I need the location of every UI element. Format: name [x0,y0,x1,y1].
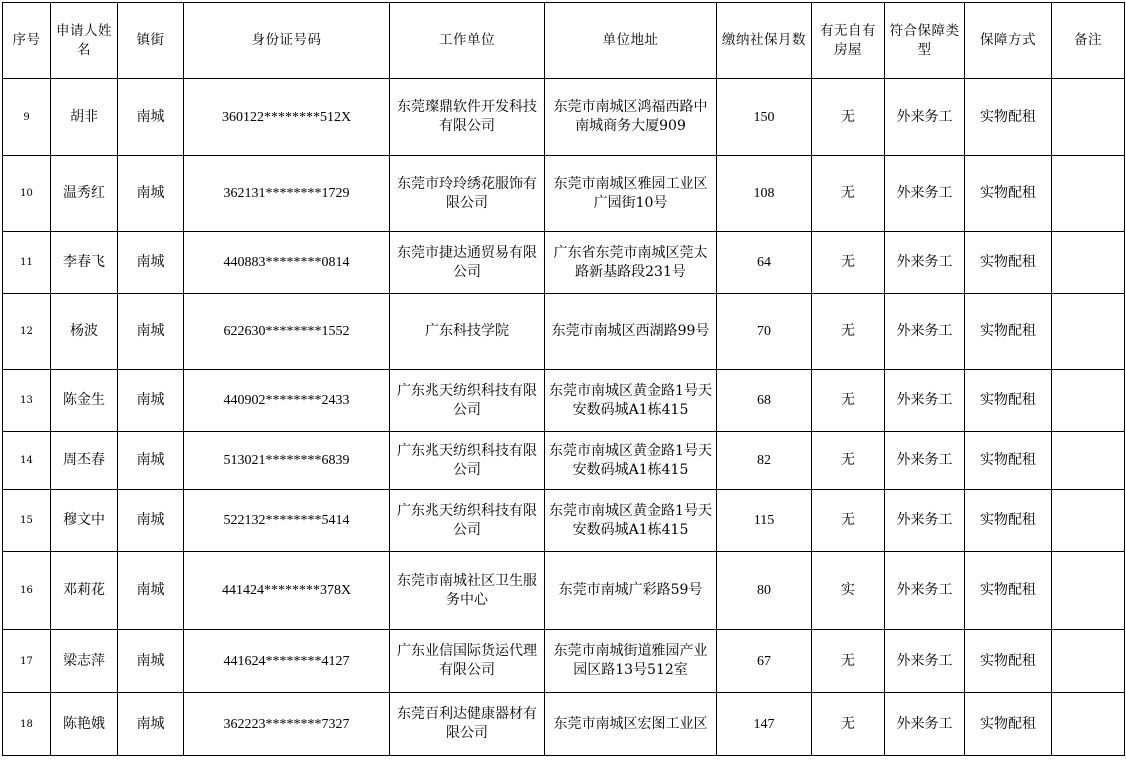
cell-employer: 广东兆天纺织科技有限公司 [390,490,545,552]
cell-method: 实物配租 [965,232,1052,294]
cell-months: 67 [717,630,812,693]
cell-address: 东莞市南城广彩路59号 [545,552,717,630]
cell-id-number: 513021********6839 [184,432,390,490]
table-row [3,156,1125,232]
cell-months: 80 [717,552,812,630]
cell-housing: 无 [812,370,885,432]
cell-address: 东莞市南城区西湖路99号 [545,294,717,370]
cell-months: 150 [717,79,812,156]
cell-type: 外来务工 [885,79,965,156]
cell-address: 东莞市南城街道雅园产业园区路13号512室 [545,630,717,693]
cell-town: 南城 [118,232,184,294]
cell-method: 实物配租 [965,370,1052,432]
cell-index: 10 [3,156,51,232]
cell-id-number: 622630********1552 [184,294,390,370]
cell-name: 陈金生 [51,370,118,432]
cell-housing: 无 [812,490,885,552]
cell-type: 外来务工 [885,693,965,756]
cell-index: 12 [3,294,51,370]
cell-months: 115 [717,490,812,552]
cell-name: 温秀红 [51,156,118,232]
cell-employer: 广东业信国际货运代理有限公司 [390,630,545,693]
cell-address: 东莞市南城区黄金路1号天安数码城A1栋415 [545,370,717,432]
cell-method: 实物配租 [965,294,1052,370]
header-type: 符合保障类型 [885,3,965,79]
cell-employer: 东莞市玲玲绣花服饰有限公司 [390,156,545,232]
cell-remark [1052,156,1125,232]
cell-id-number: 441624********4127 [184,630,390,693]
table-row [3,232,1125,294]
cell-name: 杨波 [51,294,118,370]
cell-months: 70 [717,294,812,370]
header-index: 序号 [3,3,51,79]
cell-index: 11 [3,232,51,294]
cell-name: 周丕春 [51,432,118,490]
header-id-number: 身份证号码 [184,3,390,79]
header-town: 镇街 [118,3,184,79]
cell-index: 14 [3,432,51,490]
table-row [3,693,1125,756]
cell-housing: 无 [812,232,885,294]
cell-months: 64 [717,232,812,294]
cell-index: 15 [3,490,51,552]
cell-remark [1052,79,1125,156]
cell-name: 李春飞 [51,232,118,294]
cell-address: 东莞市南城区黄金路1号天安数码城A1栋415 [545,432,717,490]
cell-id-number: 362131********1729 [184,156,390,232]
cell-town: 南城 [118,432,184,490]
cell-type: 外来务工 [885,156,965,232]
cell-type: 外来务工 [885,432,965,490]
cell-name: 胡非 [51,79,118,156]
header-name: 申请人姓名 [51,3,118,79]
cell-remark [1052,693,1125,756]
cell-remark [1052,232,1125,294]
cell-town: 南城 [118,490,184,552]
header-housing: 有无自有房屋 [812,3,885,79]
cell-remark [1052,294,1125,370]
cell-id-number: 440902********2433 [184,370,390,432]
cell-id-number: 362223********7327 [184,693,390,756]
cell-address: 东莞市南城区黄金路1号天安数码城A1栋415 [545,490,717,552]
cell-employer: 东莞市南城社区卫生服务中心 [390,552,545,630]
table-row [3,370,1125,432]
cell-housing: 无 [812,693,885,756]
table-row [3,490,1125,552]
cell-type: 外来务工 [885,370,965,432]
applicant-table [2,2,1125,756]
cell-months: 108 [717,156,812,232]
cell-type: 外来务工 [885,490,965,552]
cell-method: 实物配租 [965,490,1052,552]
cell-method: 实物配租 [965,432,1052,490]
cell-address: 东莞市南城区鸿福西路中南城商务大厦909 [545,79,717,156]
header-months: 缴纳社保月数 [717,3,812,79]
header-employer: 工作单位 [390,3,545,79]
cell-town: 南城 [118,370,184,432]
cell-id-number: 441424********378X [184,552,390,630]
cell-type: 外来务工 [885,630,965,693]
header-remark: 备注 [1052,3,1125,79]
cell-employer: 广东兆天纺织科技有限公司 [390,370,545,432]
cell-type: 外来务工 [885,552,965,630]
cell-name: 邓莉花 [51,552,118,630]
cell-index: 17 [3,630,51,693]
cell-months: 68 [717,370,812,432]
cell-housing: 实 [812,552,885,630]
cell-method: 实物配租 [965,630,1052,693]
header-row [3,3,1125,79]
header-address: 单位地址 [545,3,717,79]
cell-housing: 无 [812,156,885,232]
cell-id-number: 522132********5414 [184,490,390,552]
cell-employer: 广东兆天纺织科技有限公司 [390,432,545,490]
cell-housing: 无 [812,630,885,693]
cell-months: 147 [717,693,812,756]
cell-type: 外来务工 [885,294,965,370]
table-body [3,79,1125,756]
cell-town: 南城 [118,630,184,693]
cell-remark [1052,490,1125,552]
header-method: 保障方式 [965,3,1052,79]
table-row [3,630,1125,693]
cell-name: 穆文中 [51,490,118,552]
cell-housing: 无 [812,432,885,490]
cell-method: 实物配租 [965,552,1052,630]
cell-name: 梁志萍 [51,630,118,693]
table-row [3,432,1125,490]
cell-id-number: 360122********512X [184,79,390,156]
cell-employer: 东莞璨鼎软件开发科技有限公司 [390,79,545,156]
cell-remark [1052,432,1125,490]
cell-town: 南城 [118,79,184,156]
cell-remark [1052,630,1125,693]
cell-town: 南城 [118,156,184,232]
cell-method: 实物配租 [965,156,1052,232]
cell-town: 南城 [118,294,184,370]
cell-town: 南城 [118,693,184,756]
cell-address: 东莞市南城区雅园工业区广园街10号 [545,156,717,232]
cell-housing: 无 [812,79,885,156]
cell-remark [1052,370,1125,432]
cell-address: 东莞市南城区宏图工业区 [545,693,717,756]
cell-employer: 东莞百利达健康器材有限公司 [390,693,545,756]
table-row [3,552,1125,630]
cell-employer: 广东科技学院 [390,294,545,370]
cell-index: 9 [3,79,51,156]
cell-id-number: 440883********0814 [184,232,390,294]
cell-method: 实物配租 [965,79,1052,156]
cell-town: 南城 [118,552,184,630]
cell-address: 广东省东莞市南城区莞太路新基路段231号 [545,232,717,294]
cell-method: 实物配租 [965,693,1052,756]
cell-housing: 无 [812,294,885,370]
cell-type: 外来务工 [885,232,965,294]
cell-index: 16 [3,552,51,630]
cell-index: 18 [3,693,51,756]
cell-employer: 东莞市捷达通贸易有限公司 [390,232,545,294]
cell-remark [1052,552,1125,630]
cell-name: 陈艳娥 [51,693,118,756]
table-row [3,79,1125,156]
cell-index: 13 [3,370,51,432]
table-row [3,294,1125,370]
cell-months: 82 [717,432,812,490]
